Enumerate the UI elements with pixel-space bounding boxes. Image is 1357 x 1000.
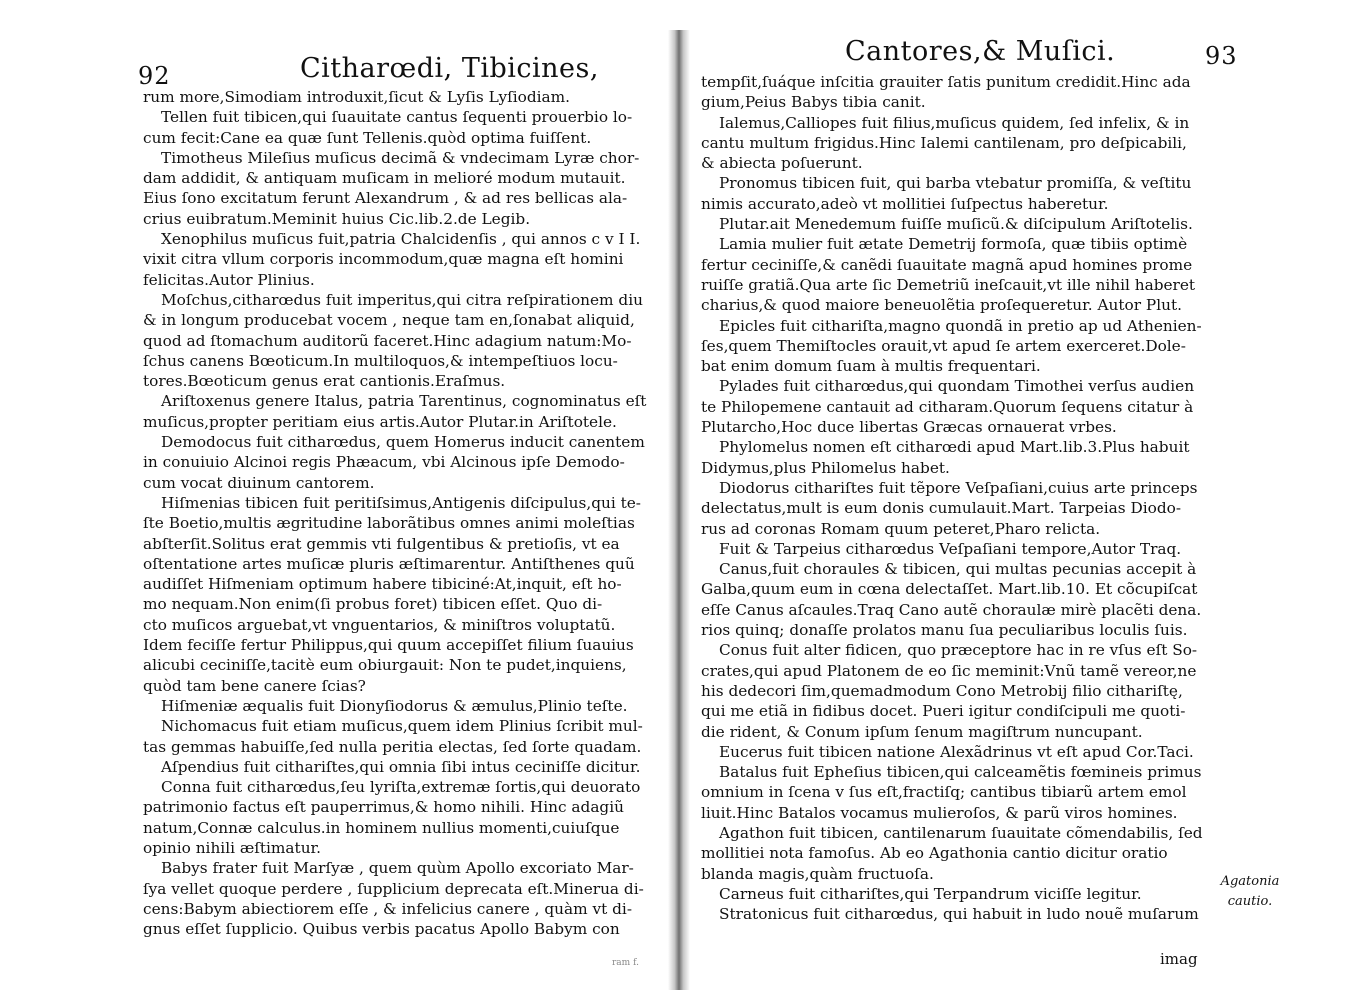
- text-line: quod ad ſtomachum auditorũ faceret.Hinc adagium natum:Mo-: [143, 331, 632, 350]
- text-line: ſya vellet quoque perdere , ſupplicium deprecata eſt.Minerua di-: [143, 879, 644, 898]
- text-line: rus ad coronas Romam quum peteret,Pharo relicta.: [701, 519, 1101, 538]
- catchword: imag: [1160, 950, 1198, 968]
- text-line: Xenophilus muſicus fuit,patria Chalcidenſis , qui annos c v I I.: [161, 230, 641, 249]
- marginal-note: [1210, 872, 1290, 912]
- gutter-fragment: ram f.: [612, 958, 639, 968]
- text-line: mo nequam.Non enim(ſi probus foret) tibicen eſſet. Quo di-: [143, 595, 603, 614]
- text-line: ruiſſe gratiã.Qua arte ſic Demetriũ ineſcauit,vt ille nihil haberet: [701, 275, 1196, 294]
- text-line: felicitas.Autor Plinius.: [143, 270, 315, 289]
- text-line: te Philopemene cantauit ad citharam.Quorum ſequens citatur à: [701, 397, 1194, 416]
- text-line: vixit citra vllum corporis incommodum,quæ magna eſt homini: [143, 250, 624, 269]
- text-line: Carneus fuit cithariſtes,qui Terpandrum viciſſe legitur.: [719, 884, 1142, 903]
- text-line: bat enim domum ſuam à multis frequentari.: [701, 357, 1041, 376]
- text-line: Conus fuit alter fidicen, quo præceptore hac in re vſus eſt So-: [719, 641, 1198, 660]
- text-line: Aſpendius fuit cithariſtes,qui omnia ſibi intus ceciniſſe dicitur.: [161, 757, 641, 776]
- text-line: in conuiuio Alcinoi regis Phæacum, vbi Alcinous ipſe Demodo-: [143, 453, 625, 472]
- text-line: Moſchus,citharœdus fuit imperitus,qui citra reſpirationem diu: [161, 290, 643, 309]
- text-line: eſſe Canus aſcaules.Traq Cano autẽ choraulæ mirè placẽti dena.: [701, 600, 1202, 619]
- text-line: delectatus,mult is eum donis cumulauit.Mart. Tarpeias Diodo-: [701, 499, 1181, 518]
- text-line: Timotheus Mileſius muſicus decimã & vndecimam Lyræ chor-: [161, 148, 640, 167]
- text-line: Fuit & Tarpeius citharœdus Veſpaſiani tempore,Autor Traq.: [719, 539, 1182, 558]
- text-line: dam addidit, & antiquam muſicam in melioré modum mutauit.: [143, 169, 626, 188]
- text-line: tas gemmas habuiſſe,ſed nulla peritia electas, ſed ſorte quadam.: [143, 737, 642, 756]
- text-line: Demodocus fuit citharœdus, quem Homerus inducit canentem: [161, 433, 645, 452]
- text-line: opinio nihili æſtimatur.: [143, 838, 322, 857]
- text-line: fertur ceciniſſe,& canẽdi ſuauitate magnã apud homines prome: [701, 255, 1193, 274]
- text-line: mollitiei nota famoſus. Ab eo Agathonia cantio dicitur oratio: [701, 844, 1168, 863]
- text-line: & abiecta poſuerunt.: [701, 154, 863, 173]
- text-line: Hiſmenias tibicen fuit peritiſsimus,Antigenis diſcipulus,qui te-: [161, 493, 641, 512]
- text-line: Eius ſono excitatum ferunt Alexandrum , & ad res bellicas ala-: [143, 189, 628, 208]
- text-line: rios quinq; donaſſe prolatos manu ſua peculiaribus loculis ſuis.: [701, 621, 1188, 640]
- text-line: Nichomacus fuit etiam muſicus,quem idem Plinius ſcribit mul-: [161, 717, 643, 736]
- text-line: ſchus canens Bœoticum.In multiloquos,& intempeſtiuos locu-: [143, 351, 618, 370]
- text-line: ſte Boetio,multis ægritudine laborãtibus omnes animi moleſtias: [143, 514, 635, 533]
- text-line: charius,& quod maiore beneuolẽtia proſequeretur. Autor Plut.: [701, 296, 1182, 315]
- text-line: Hiſmeniæ æqualis fuit Dionyſiodorus & æmulus,Plinio teſte.: [161, 696, 628, 715]
- text-line: rum more,Simodiam introduxit,ſicut & Lyſis Lyſiodiam.: [143, 88, 571, 106]
- text-line: crius euibratum.Meminit huius Cic.lib.2.de Legib.: [143, 209, 531, 228]
- text-line: ſes,quem Themiſtocles orauit,vt apud ſe artem exerceret.Dole-: [701, 336, 1186, 355]
- text-line: oſtentatione artes muſicæ pluris æſtimarentur. Antiſthenes quũ: [143, 554, 635, 573]
- text-line: Agathon fuit tibicen, cantilenarum ſuauitate cõmendabilis, ſed: [719, 823, 1203, 842]
- text-line: Epicles fuit cithariſta,magno quondã in pretio ap ud Athenien-: [719, 316, 1202, 335]
- text-line: abſterſit.Solitus erat gemmis vti fulgentibus & pretioſis, vt ea: [143, 534, 620, 553]
- text-line: cantu multum frigidus.Hinc Ialemi cantilenam, pro deſpicabili,: [701, 133, 1187, 152]
- text-line: gium,Peius Babys tibia canit.: [701, 93, 926, 112]
- text-line: Batalus fuit Epheſius tibicen,qui calceamẽtis fœmineis primus: [719, 763, 1202, 782]
- text-line: Babys frater fuit Marſyæ , quem quùm Apollo excoriato Mar-: [161, 859, 634, 878]
- text-line: patrimonio factus eſt pauperrimus,& homo nihili. Hinc adagiũ: [143, 798, 624, 817]
- text-line: cum vocat diuinum cantorem.: [143, 473, 375, 492]
- text-line: qui me etiã in fidibus docet. Pueri igitur condiſcipuli me quoti-: [701, 702, 1186, 721]
- text-line: Eucerus fuit tibicen natione Alexãdrinus vt eſt apud Cor.Taci.: [719, 742, 1194, 761]
- right-text-block: [701, 72, 1221, 924]
- right-page: [690, 0, 1357, 1000]
- text-line: die rident, & Conum ipſum ſenum magiſtrum nuncupant.: [701, 722, 1143, 741]
- left-text-block: [143, 87, 665, 939]
- page-number: 92: [138, 62, 171, 90]
- text-line: Ariſtoxenus genere Italus, patria Tarentinus, cognominatus eſt: [161, 392, 647, 411]
- text-line: Plutar.ait Menedemum fuiſſe muſicũ.& diſcipulum Ariſtotelis.: [719, 215, 1193, 234]
- text-line: Pronomus tibicen fuit, qui barba vtebatur promiſſa, & veſtitu: [719, 174, 1192, 193]
- text-line: his dedecori ſim,quemadmodum Cono Metrobij filio cithariſtę,: [701, 681, 1183, 700]
- text-line: Stratonicus fuit citharœdus, qui habuit in ludo nouẽ muſarum: [719, 905, 1199, 924]
- text-line: gnus eſſet ſupplicio. Quibus verbis pacatus Apollo Babym con: [143, 920, 620, 939]
- text-line: quòd tam bene canere ſcias?: [143, 676, 366, 695]
- text-line: cens:Babym abiectiorem eſſe , & infelicius canere , quàm vt di-: [143, 899, 632, 918]
- text-line: Tellen fuit tibicen,qui ſuauitate cantus ſequenti prouerbio lo-: [161, 108, 633, 127]
- text-line: nimis accurato,adeò vt mollitiei ſuſpectus haberetur.: [701, 194, 1109, 213]
- running-head: Cantores,& Muſici.: [845, 36, 1116, 67]
- left-page: [0, 0, 672, 1000]
- text-line: Plutarcho,Hoc duce libertas Græcas ornauerat vrbes.: [701, 418, 1117, 437]
- running-head: Citharœdi, Tibicines,: [300, 53, 599, 84]
- text-line: Canus,fuit choraules & tibicen, qui multas pecunias accepit à: [719, 560, 1197, 579]
- marginal-note-line: Agatonia: [1220, 874, 1280, 889]
- text-line: Idem feciſſe fertur Philippus,qui quum accepiſſet filium ſuauius: [143, 636, 634, 655]
- text-line: crates,qui apud Platonem de eo ſic meminit:Vnũ tamẽ vereor,ne: [701, 661, 1197, 680]
- text-line: Galba,quum eum in cœna delectaſſet. Mart.lib.10. Et cõcupiſcat: [701, 580, 1198, 599]
- text-line: Lamia mulier fuit ætate Demetrij formoſa, quæ tibiis optimè: [719, 235, 1188, 254]
- text-line: Didymus,plus Philomelus habet.: [701, 458, 950, 477]
- text-line: Phylomelus nomen eſt citharœdi apud Mart.lib.3.Plus habuit: [719, 438, 1190, 457]
- text-line: cto muſicos arguebat,vt vnguentarios, & miniſtros voluptatũ.: [143, 615, 616, 634]
- marginal-note-line: cautio.: [1227, 894, 1273, 909]
- text-line: Ialemus,Calliopes fuit filius,muſicus quidem, ſed infelix, & in: [719, 113, 1190, 132]
- text-line: Diodorus cithariſtes fuit tẽpore Veſpaſiani,cuius arte princeps: [719, 478, 1198, 497]
- text-line: blanda magis,quàm fructuoſa.: [701, 864, 934, 883]
- text-line: audiſſet Hiſmeniam optimum habere tibiciné:At,inquit, eſt ho-: [143, 575, 622, 594]
- text-line: muſicus,propter peritiam eius artis.Autor Plutar.in Ariſtotele.: [143, 412, 617, 431]
- text-line: alicubi ceciniſſe,tacitè eum obiurgauit: Non te pudet,inquiens,: [143, 656, 627, 675]
- text-line: natum,Connæ calculus.in hominem nullius momenti,cuiuſque: [143, 818, 620, 837]
- text-line: Pylades fuit citharœdus,qui quondam Timothei verſus audien: [719, 377, 1195, 396]
- text-line: omnium in ſcena v ſus eſt,fractiſq; cantibus tibiarũ artem emol: [701, 783, 1187, 802]
- page-number: 93: [1205, 42, 1238, 70]
- binding-gutter: [668, 30, 690, 990]
- text-line: tempſit,ſuáque inſcitia grauiter ſatis punitum credidit.Hinc ada: [701, 73, 1191, 91]
- text-line: & in longum producebat vocem , neque tam en,ſonabat aliquid,: [143, 311, 635, 330]
- text-line: cum fecit:Cane ea quæ ſunt Tellenis.quòd optima fuiſſent.: [143, 128, 592, 147]
- text-line: Conna fuit citharœdus,ſeu lyriſta,extremæ ſortis,qui deuorato: [161, 778, 641, 797]
- text-line: liuit.Hinc Batalos vocamus mulieroſos, & parũ viros homines.: [701, 803, 1178, 822]
- text-line: tores.Bœoticum genus erat cantionis.Eraſmus.: [143, 372, 506, 391]
